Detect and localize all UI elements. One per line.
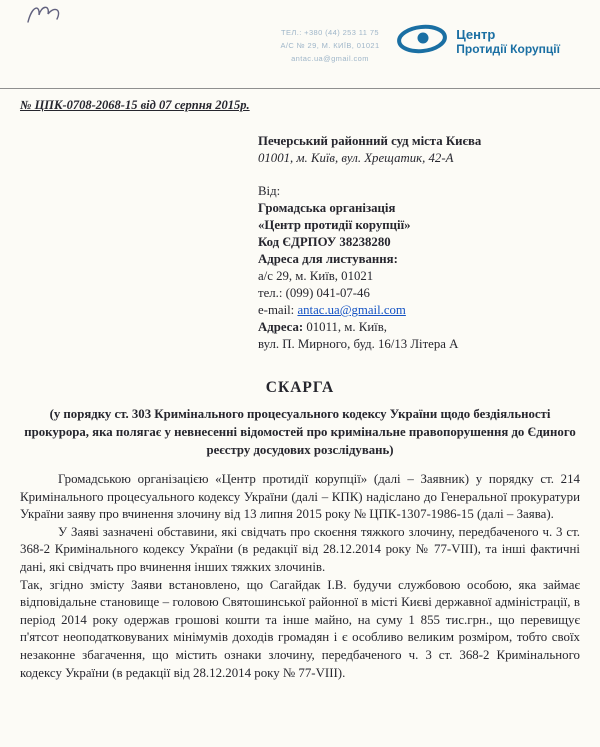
sender-address-row: [258, 319, 580, 336]
reference-number: № ЦПК-0708-2068-15 від 07 серпня 2015р.: [20, 98, 250, 112]
sender-mailing-line: а/с 29, м. Київ, 01021: [258, 269, 374, 283]
document-body: [20, 471, 580, 682]
from-label: Від:: [258, 184, 281, 198]
paragraph-1: Громадською організацією «Центр протидії корупції» (далі – Заявник) у порядку ст. 214 Кримінального процесуального кодексу України (далі – КПК) надіслано до Генеральної прокуратури України заяву про вчинення злочину від 13 липня 2015 року № ЦПК-1307-1986-15 (далі – Заява).: [20, 472, 580, 522]
contact-block: [250, 26, 410, 65]
address-value: 01011, м. Київ,: [303, 320, 387, 334]
logo-line2: Протидії Корупції: [456, 41, 560, 56]
sender-block: [258, 183, 580, 353]
letterhead: [0, 0, 600, 89]
contact-email: antac.ua@gmail.com: [291, 54, 369, 63]
sender-edrpou: Код ЄДРПОУ 38238280: [258, 235, 391, 249]
addressee-block: [258, 133, 580, 167]
document-subtitle: (у порядку ст. 303 Кримінального процесуального кодексу України щодо бездіяльності прокурора, яка полягає у невнесенні відомостей про кримінальне правопорушення до Єдиного реєстру досудових розслідувань): [24, 407, 576, 457]
logo-line1: Центр: [456, 26, 496, 42]
sender-email-row: [258, 302, 580, 319]
org-logo: [396, 22, 560, 61]
email-link[interactable]: antac.ua@gmail.com: [297, 303, 406, 317]
sender-org-line2: «Центр протидії корупції»: [258, 218, 411, 232]
document-title: СКАРГА: [265, 379, 335, 396]
sender-address-line2: вул. П. Мирного, буд. 16/13 Літера А: [258, 337, 459, 351]
paragraph-3: Так, згідно змісту Заяви встановлено, що Сагайдак І.В. будучи службовою особою, яка займає відповідальне становище – головою Святошинської районної в місті Києві державної адміністрації, в період 2014 року одержав грошові кошти та інше майно, на суму 1 855 тис.грн., що перевищує п'ятсот неоподатковуваних мінімумів доходів громадян і є особливо великим розміром, тобто своїх незаконне збагачення, що містить ознаки злочину, передбаченого ч. 3 ст. 368-2 Кримінального кодексу України (в редакції від 28.12.2014 року № 77-VIII).: [20, 577, 580, 680]
addressee-court: Печерський районний суд міста Києва: [258, 134, 482, 148]
sender-mailing-label: Адреса для листування:: [258, 252, 398, 266]
sender-org-line1: Громадська організація: [258, 201, 396, 215]
logo-text: [456, 28, 560, 56]
addressee-court-address: 01001, м. Київ, вул. Хрещатик, 42-А: [258, 151, 454, 165]
contact-pobox: А/С № 29, М. КИЇВ, 01021: [280, 41, 380, 50]
pen-mark-icon: [24, 2, 70, 33]
paragraph-2: У Заяві зазначені обставини, які свідчать про скоєння тяжкого злочину, передбаченого ч. 3 ст. 368-2 Кримінального кодексу України (в редакції від 28.12.2014 року № 77-VIII), та інші фактичні дані, які свідчать про вчинення інших тяжких злочинів.: [20, 524, 580, 574]
email-label: e-mail:: [258, 303, 298, 317]
eye-logo-icon: [396, 22, 448, 61]
contact-phone: ТЕЛ.: +380 (44) 253 11 75: [281, 28, 379, 37]
sender-phone: тел.: (099) 041-07-46: [258, 286, 370, 300]
address-label: Адреса:: [258, 320, 304, 334]
